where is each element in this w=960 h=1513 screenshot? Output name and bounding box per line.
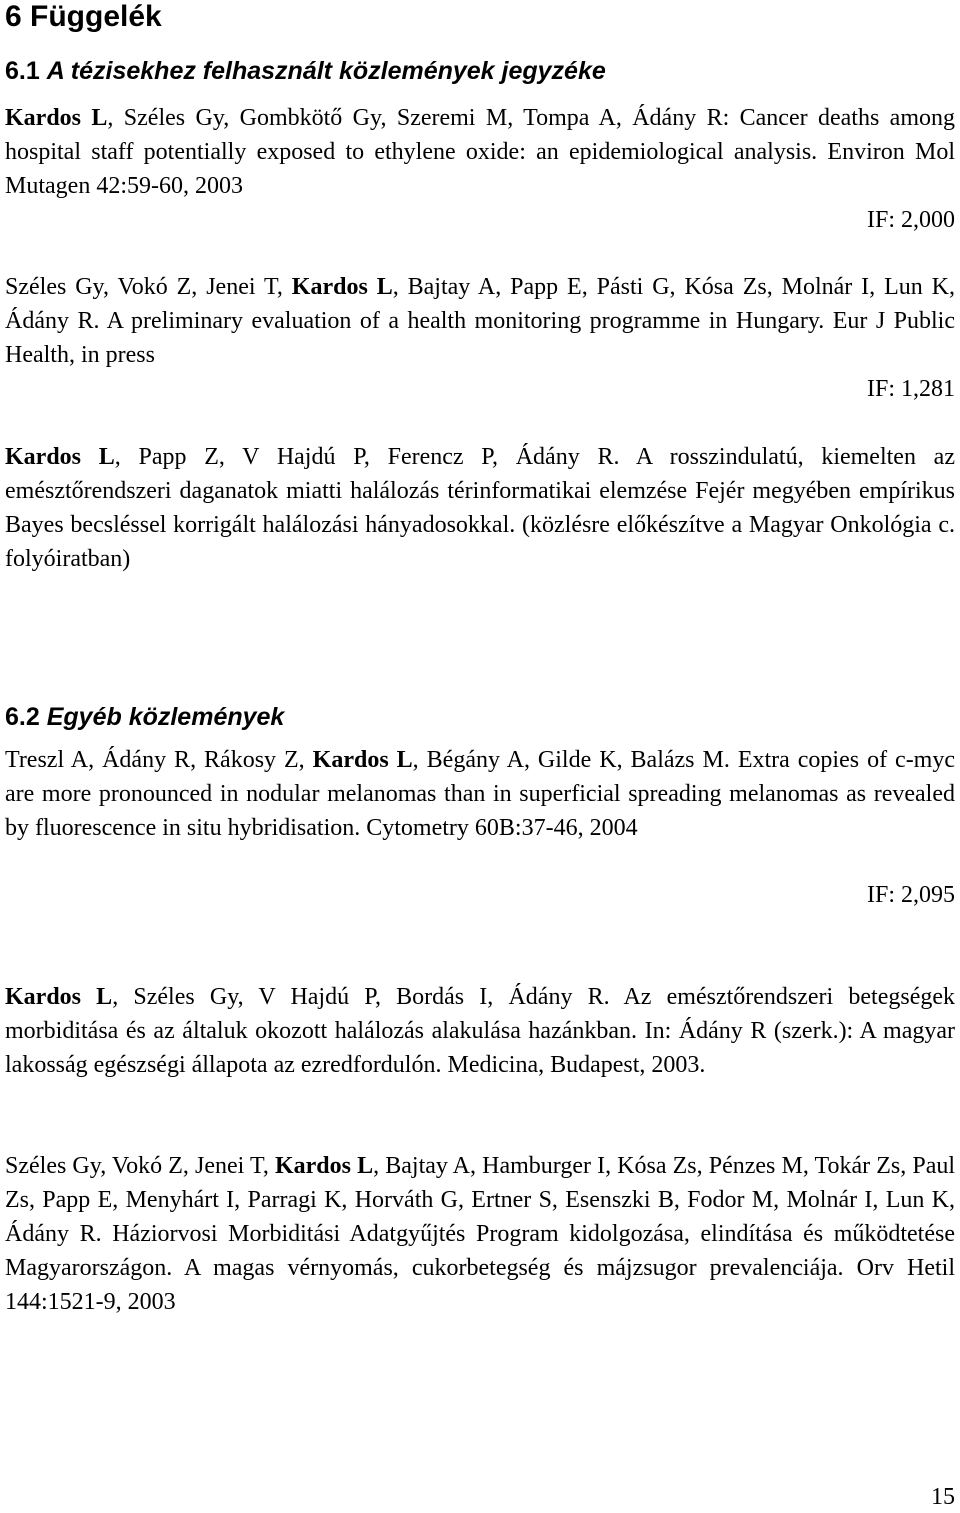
- reference-entry: [5, 980, 955, 1082]
- section-6-1-heading: [5, 55, 606, 87]
- section-number: 6.2: [5, 703, 40, 731]
- section-title: Egyéb közlemények: [46, 703, 285, 731]
- page-heading: [5, 0, 162, 36]
- reference-entry: [5, 270, 955, 372]
- heading-title: Függelék: [30, 0, 162, 33]
- heading-number: 6: [5, 0, 22, 33]
- author-bold: Kardos L: [5, 984, 113, 1010]
- reference-text: , Papp Z, V Hajdú P, Ferencz P, Ádány R. A rosszindulatú, kiemelten az emésztőrendszeri daganatok miatti halálozás térinformatikai elemzése Fejér megyében empírikus Bayes becsléssel korrigált halálozási hányadosokkal. (közlésre előkészítve a Magyar Onkológia c. folyóiratban): [5, 444, 955, 572]
- reference-text: , Bajtay A, Hamburger I, Kósa Zs, Pénzes M, Tokár Zs, Paul Zs, Papp E, Menyhárt I, Parragi K, Horváth G, Ertner S, Esenszki B, Fodor M, Molnár I, Lun K, Ádány R. Háziorvosi Morbiditási Adatgyűjtés Program kidolgozása, elindítása és működtetése Magyarországon. A magas vérnyomás, cukorbetegség és májzsugor prevalenciája. Orv Hetil 144:1521-9, 2003: [5, 1153, 956, 1315]
- impact-factor: IF: 2,095: [866, 882, 955, 908]
- reference-entry: [5, 101, 955, 203]
- reference-authors: Széles Gy, Vokó Z, Jenei T,: [5, 1153, 275, 1179]
- section-6-2-heading: [5, 701, 284, 733]
- reference-entry: [5, 743, 955, 845]
- author-bold: Kardos L: [291, 274, 393, 300]
- author-bold: Kardos L: [274, 1153, 374, 1179]
- reference-text: , Bégány A, Gilde K, Balázs M. Extra copies of c-myc are more pronounced in nodular melanomas than in superficial spreading melanomas as revealed by fluorescence in situ hybridisation. Cytometry 60B:37-46, 2004: [5, 747, 956, 841]
- author-bold: Kardos L: [5, 444, 115, 470]
- impact-factor: IF: 2,000: [866, 207, 955, 233]
- reference-text: , Széles Gy, V Hajdú P, Bordás I, Ádány R. Az emésztőrendszeri betegségek morbiditása és az általuk okozott halálozás alakulása hazánkban. In: Ádány R (szerk.): A magyar lakosság egészségi állapota az ezredfordulón. Medicina, Budapest, 2003.: [5, 984, 956, 1078]
- author-bold: Kardos L: [312, 747, 413, 773]
- reference-text: , Bajtay A, Papp E, Pásti G, Kósa Zs, Molnár I, Lun K, Ádány R. A preliminary evaluation of a health monitoring programme in Hungary. Eur J Public Health, in press: [5, 274, 955, 368]
- reference-entry: [5, 1149, 955, 1319]
- reference-entry: [5, 440, 955, 576]
- page-number: 15: [931, 1484, 955, 1510]
- impact-factor: IF: 1,281: [866, 376, 955, 402]
- reference-authors: Széles Gy, Vokó Z, Jenei T,: [5, 274, 292, 300]
- reference-authors: Treszl A, Ádány R, Rákosy Z,: [5, 747, 313, 773]
- reference-text: , Széles Gy, Gombkötő Gy, Szeremi M, Tompa A, Ádány R: Cancer deaths among hospital staff potentially exposed to ethylene oxide: an epidemiological analysis. Environ Mol Mutagen 42:59-60, 2003: [5, 105, 955, 199]
- section-number: 6.1: [5, 57, 40, 85]
- author-bold: Kardos L: [5, 105, 108, 131]
- section-title: A tézisekhez felhasznált közlemények jegyzéke: [46, 57, 606, 85]
